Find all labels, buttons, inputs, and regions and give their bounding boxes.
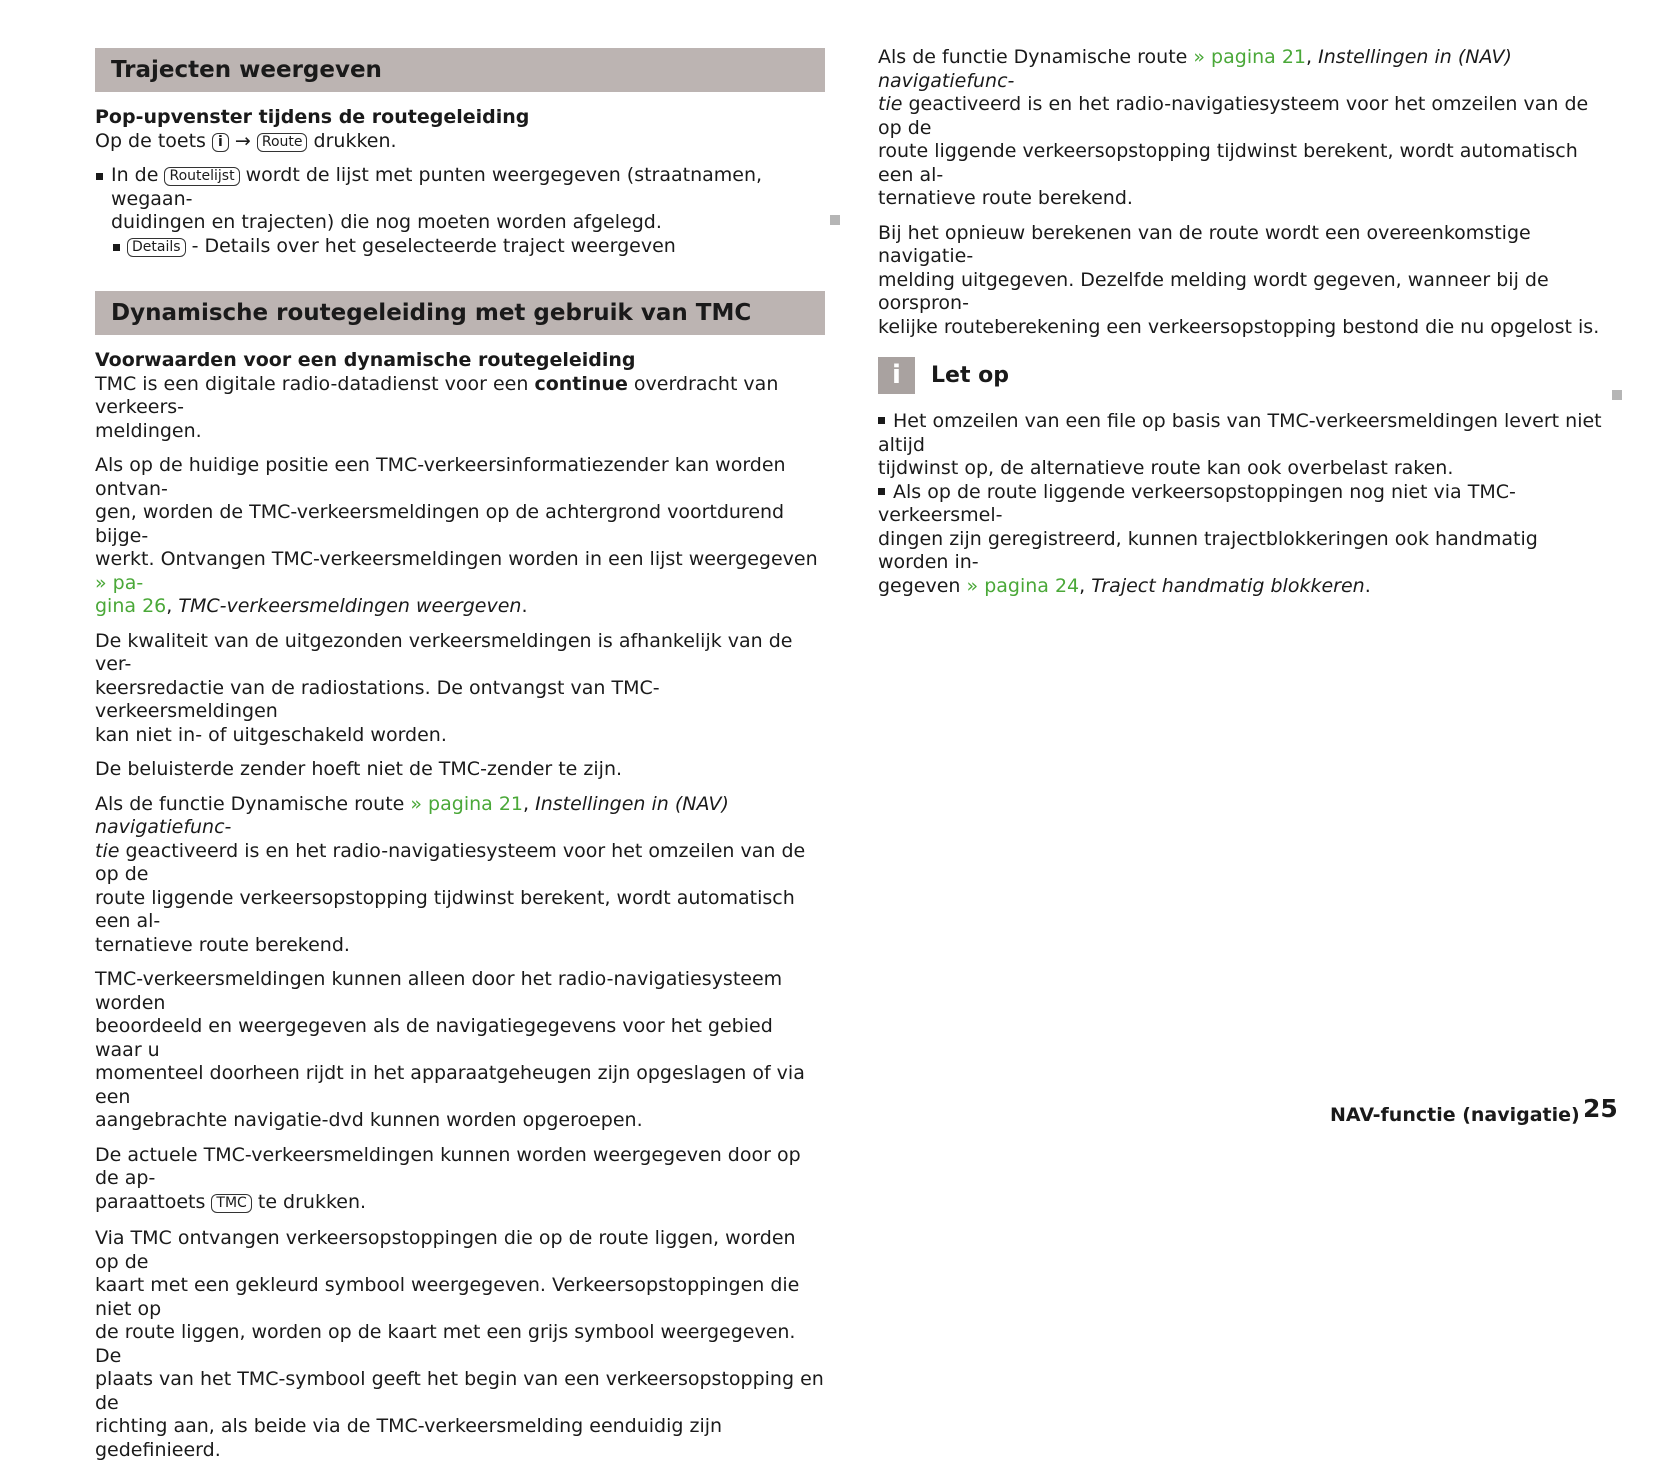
page-link[interactable]: » pagina 21 xyxy=(1193,46,1306,68)
page-link[interactable]: » pagina 21 xyxy=(410,792,523,815)
info-key-icon: i xyxy=(212,133,229,152)
list-item: In de Routelijst wordt de lijst met punten weergegeven (straatnamen, wegaan- duidingen en trajecten) die nog moeten worden afgelegd. xyxy=(95,164,825,235)
footer-chapter-title: NAV-functie (navigatie) xyxy=(1330,1104,1580,1126)
paragraph: De beluisterde zender hoeft niet de TMC-zender te zijn. xyxy=(95,758,623,780)
popup-subheading: Pop-upvenster tijdens de routegeleiding xyxy=(95,106,530,128)
list-item: Details - Details over het geselecteerde traject weergeven xyxy=(95,235,825,259)
routelijst-key: Routelijst xyxy=(164,167,239,186)
popup-intro: Op de toets i → Route drukken. xyxy=(95,129,397,152)
details-key: Details xyxy=(127,238,186,257)
paragraph: Via TMC ontvangen verkeersopstoppingen die op de route liggen, worden op de kaart met een gekleurd symbool weergegeven. Verkeersopstoppingen die niet op de route liggen, worden op de kaart met een grijs symbool weergegeven. De plaats van het TMC-symbool geeft het begin van een verkeersopstopping en de richting aan, als beide via de TMC-verkeersmelding eenduidig zijn gedefinieerd. xyxy=(95,1227,824,1461)
section-heading-trajecten: Trajecten weergeven xyxy=(95,48,825,92)
paragraph: De actuele TMC-verkeersmeldingen kunnen worden weergegeven door op de ap- paraattoets TMC te drukken. xyxy=(95,1143,801,1213)
note-title: Let op xyxy=(931,362,1009,388)
note-header xyxy=(878,357,1608,394)
page-link[interactable]: gina 26 xyxy=(95,595,167,617)
section-heading-tmc: Dynamische routegeleiding met gebruik van TMC xyxy=(95,291,825,335)
paragraph: Als de functie Dynamische route » pagina 21, Instellingen in (NAV) navigatiefunc- tie geactiveerd is en het radio-navigatiesysteem voor het omzeilen van de op de route liggende verkeersopstopping tijdwinst berekent, wordt automatisch een al- ternatieve route berekend. xyxy=(878,46,1589,209)
right-column xyxy=(878,0,1608,598)
info-icon: i xyxy=(878,357,915,394)
route-key: Route xyxy=(257,133,308,152)
section-end-marker xyxy=(830,215,840,225)
paragraph: Bij het opnieuw berekenen van de route wordt een overeenkomstige navigatie- melding uitgegeven. Dezelfde melding wordt gegeven, wanneer bij de oorspron- kelijke routeberekening een verkeersopstopping bestond die nu opgelost is. xyxy=(878,221,1600,338)
list-item: Als op de route liggende verkeersopstoppingen nog niet via TMC-verkeersmel- dingen zijn geregistreerd, kunnen trajectblokkeringen ook handmatig worden in- gegeven » pagina 24, Traject handmatig blokkeren. xyxy=(878,480,1538,597)
page-link[interactable]: » pagina 24 xyxy=(966,574,1080,597)
bullet-icon xyxy=(113,244,120,251)
arrow-icon: → xyxy=(234,129,251,152)
note-body xyxy=(878,410,1608,598)
tmc-subheading: Voorwaarden voor een dynamische routegeleiding xyxy=(95,349,636,371)
left-column xyxy=(95,0,825,1462)
tmc-key: TMC xyxy=(211,1194,251,1213)
bullet-icon xyxy=(878,488,885,495)
bullet-icon xyxy=(96,173,103,180)
paragraph: Als de functie Dynamische route » pagina 21, Instellingen in (NAV) navigatiefunc- tie geactiveerd is en het radio-navigatiesysteem voor het omzeilen van de op de route liggende verkeersopstopping tijdwinst berekent, wordt automatisch een al- ternatieve route berekend. xyxy=(95,792,806,956)
page-link[interactable]: » pa- xyxy=(95,571,144,594)
paragraph: Als op de huidige positie een TMC-verkeersinformatiezender kan worden ontvan- gen, worden de TMC-verkeersmeldingen op de achtergrond voortdurend bijge- werkt. Ontvangen TMC-verkeersmeldingen worden in een lijst weergegeven » pa- gina 26, TMC-verkeersmeldingen weergeven. xyxy=(95,454,818,617)
paragraph: De kwaliteit van de uitgezonden verkeersmeldingen is afhankelijk van de ver- keersredactie van de radiostations. De ontvangst van TMC-verkeersmeldingen kan niet in- of uitgeschakeld worden. xyxy=(95,629,793,746)
section-end-marker xyxy=(1612,390,1622,400)
page-number: 25 xyxy=(1583,1094,1618,1123)
paragraph: TMC-verkeersmeldingen kunnen alleen door het radio-navigatiesysteem worden beoordeeld en weergegeven als de navigatiegegevens voor het gebied waar u momenteel doorheen rijdt in het apparaatgeheugen zijn opgeslagen of via een aangebrachte navigatie-dvd kunnen worden opgeroepen. xyxy=(95,968,805,1131)
paragraph: TMC is een digitale radio-datadienst voor een continue overdracht van verkeers- meldingen. xyxy=(95,372,779,442)
list-item: Het omzeilen van een file op basis van TMC-verkeersmeldingen levert niet altijd tijdwinst op, de alternatieve route kan ook overbelast raken. xyxy=(878,410,1602,479)
bullet-icon xyxy=(878,417,885,424)
